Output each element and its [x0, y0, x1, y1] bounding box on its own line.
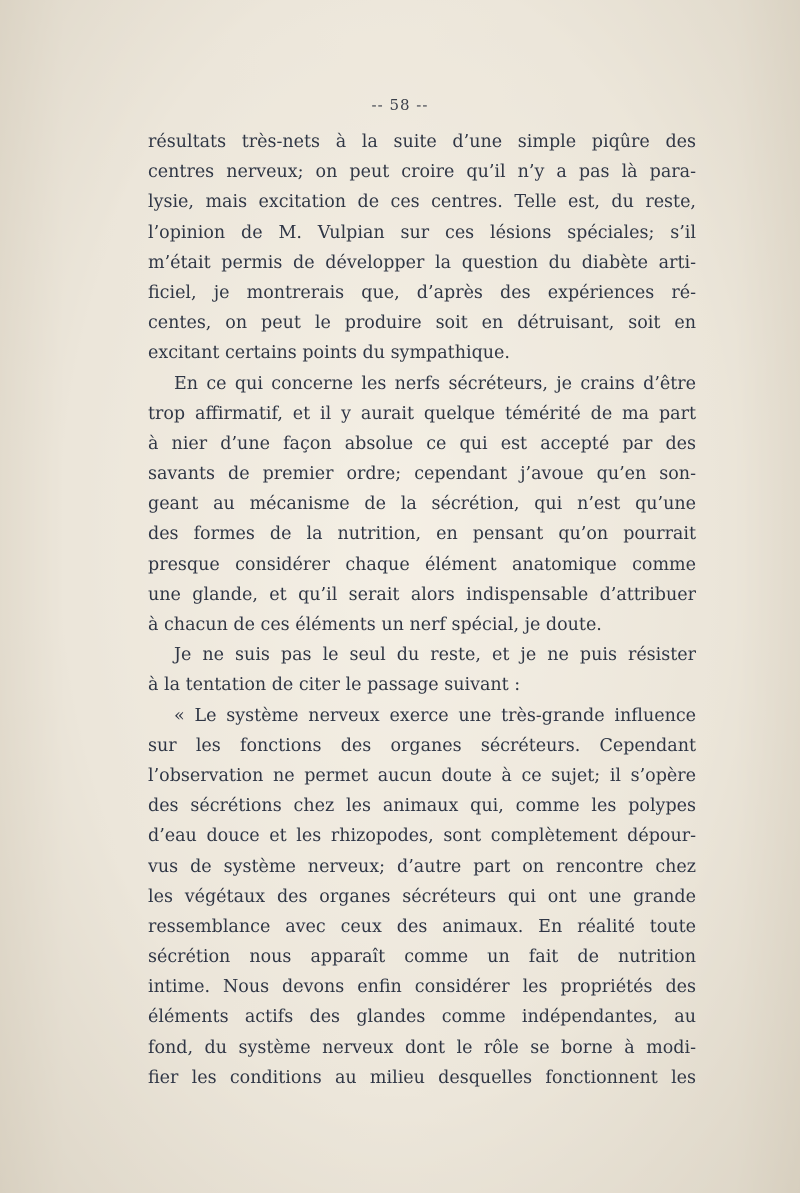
body-text: [148, 127, 696, 1093]
text-line: « Le système nerveux exerce une très-grande influence: [174, 705, 696, 726]
text-line: lysie, mais excitation de ces centres. Telle est, du reste,: [148, 192, 696, 213]
text-line: sécrétion nous apparaît comme un fait de nutrition: [148, 947, 696, 968]
text-line: centes, on peut le produire soit en détruisant, soit en: [148, 313, 696, 334]
text-line: les végétaux des organes sécréteurs qui ont une grande: [148, 886, 696, 907]
text-line: des sécrétions chez les animaux qui, comme les polypes: [148, 796, 696, 817]
text-line: presque considérer chaque élément anatomique comme: [148, 554, 696, 575]
text-line: ressemblance avec ceux des animaux. En réalité toute: [148, 916, 696, 937]
text-line: ficiel, je montrerais que, d’après des expériences ré-: [148, 282, 696, 303]
text-line: geant au mécanisme de la sécrétion, qui n’est qu’une: [148, 494, 696, 515]
text-line: l’opinion de M. Vulpian sur ces lésions spéciales; s’il: [148, 222, 696, 243]
text-line: fier les conditions au milieu desquelles fonctionnent les: [148, 1067, 696, 1088]
text-line: d’eau douce et les rhizopodes, sont complètement dépour-: [148, 826, 696, 847]
text-line: des formes de la nutrition, en pensant qu’on pourrait: [148, 524, 696, 545]
text-line: sur les fonctions des organes sécréteurs. Cependant: [148, 735, 696, 756]
text-line: résultats très-nets à la suite d’une simple piqûre des: [148, 132, 696, 152]
text-line: fond, du système nerveux dont le rôle se borne à modi-: [148, 1037, 696, 1058]
text-line: m’était permis de développer la question du diabète arti-: [148, 252, 696, 273]
text-line: En ce qui concerne les nerfs sécréteurs, je crains d’être: [174, 373, 696, 394]
text-line: intime. Nous devons enfin considérer les propriétés des: [148, 977, 696, 998]
text-line: l’observation ne permet aucun doute à ce sujet; il s’opère: [148, 765, 696, 786]
text-line: une glande, et qu’il serait alors indispensable d’attribuer: [148, 584, 696, 605]
text-line: éléments actifs des glandes comme indépendantes, au: [148, 1007, 696, 1028]
text-line: excitant certains points du sympathique.: [148, 343, 510, 364]
text-line: savants de premier ordre; cependant j’avoue qu’en son-: [148, 464, 696, 485]
text-line: trop affirmatif, et il y aurait quelque témérité de ma part: [148, 403, 696, 424]
text-line: Je ne suis pas le seul du reste, et je ne puis résister: [174, 645, 696, 666]
text-line: à chacun de ces éléments un nerf spécial, je doute.: [148, 615, 602, 635]
text-line: à la tentation de citer le passage suivant :: [148, 675, 521, 696]
text-line: centres nerveux; on peut croire qu’il n’y a pas là para-: [148, 162, 696, 183]
page-number: -- 58 --: [371, 96, 429, 114]
text-line: à nier d’une façon absolue ce qui est accepté par des: [148, 433, 696, 454]
text-line: vus de système nerveux; d’autre part on rencontre chez: [148, 856, 696, 877]
